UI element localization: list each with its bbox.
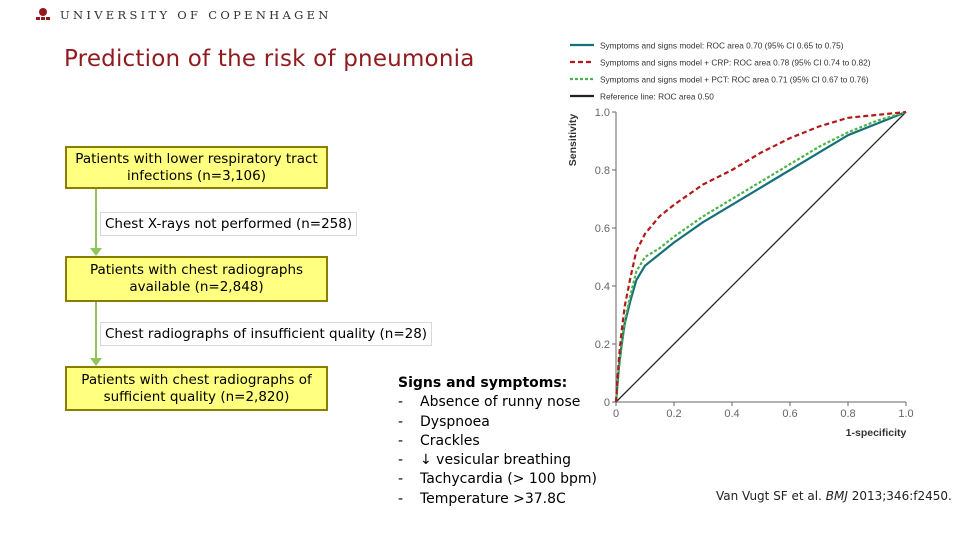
y-tick-label: 1.0 xyxy=(594,107,610,119)
flow-box-text: Patients with chest radiographs of sufficient quality (n=2,820) xyxy=(81,371,312,405)
list-item-text: Temperature >37.8C xyxy=(420,490,566,507)
x-tick-label: 0.4 xyxy=(724,408,740,420)
flow-arrow-icon xyxy=(92,189,100,256)
university-header xyxy=(36,6,332,24)
y-tick-label: 0.6 xyxy=(594,223,610,235)
x-tick-label: 0.6 xyxy=(782,408,798,420)
y-tick-label: 0.2 xyxy=(594,339,610,351)
exclusion-text: Chest radiographs of insufficient quality (n=28) xyxy=(105,326,428,342)
flow-box-sufficient-quality xyxy=(65,366,328,411)
exclusion-text: Chest X-rays not performed (n=258) xyxy=(105,216,353,232)
signs-symptoms-list xyxy=(398,374,597,509)
y-tick-label: 0 xyxy=(603,397,610,409)
roc-chart xyxy=(560,32,920,452)
list-item: - ↓ vesicular breathing xyxy=(398,451,597,470)
flow-arrow-icon xyxy=(92,302,100,366)
list-item-text: Tachycardia (> 100 bpm) xyxy=(420,471,597,488)
x-tick-label: 0 xyxy=(612,408,620,420)
x-tick-label: 0.2 xyxy=(666,408,682,420)
y-tick-label: 0.4 xyxy=(594,281,610,293)
list-item: - Temperature >37.8C xyxy=(398,490,597,509)
y-tick-label: 0.8 xyxy=(594,165,610,177)
citation-journal: BMJ xyxy=(825,489,848,503)
list-item: - Crackles xyxy=(398,432,597,451)
series-line-4 xyxy=(616,112,906,402)
signs-heading: Signs and symptoms: xyxy=(398,375,568,391)
list-item: - Tachycardia (> 100 bpm) xyxy=(398,470,597,489)
list-item: - Dyspnoea xyxy=(398,413,597,432)
exclusion-box-no-xray xyxy=(100,212,357,236)
list-item-text: ↓ vesicular breathing xyxy=(420,452,572,469)
x-axis-label: 1-specificity xyxy=(845,427,907,439)
legend-label: Reference line: ROC area 0.50 xyxy=(600,91,714,102)
list-item-text: Crackles xyxy=(420,432,480,449)
exclusion-box-insufficient-quality xyxy=(100,322,432,346)
citation-details: 2013;346:f2450. xyxy=(851,489,952,503)
legend-label: Symptoms and signs model + PCT: ROC area 0.71 (95% CI 0.67 to 0.76) xyxy=(600,74,869,85)
flow-box-lrti xyxy=(65,146,328,189)
flow-box-radiographs xyxy=(65,256,328,302)
flow-box-text: Patients with lower respiratory tract infections (n=3,106) xyxy=(75,150,318,184)
slide-title: Prediction of the risk of pneumonia xyxy=(64,46,475,72)
y-axis-label: Sensitivity xyxy=(567,113,579,167)
university-name: UNIVERSITY OF COPENHAGEN xyxy=(60,8,332,22)
legend-label: Symptoms and signs model + CRP: ROC area 0.78 (95% CI 0.74 to 0.82) xyxy=(600,57,871,68)
list-item-text: Absence of runny nose xyxy=(420,394,581,411)
flow-box-text: Patients with chest radiographs available (n=2,848) xyxy=(89,262,304,295)
citation-authors: Van Vugt SF et al. xyxy=(716,489,822,503)
x-tick-label: 1.0 xyxy=(898,408,914,420)
legend-label: Symptoms and signs model: ROC area 0.70 (95% CI 0.65 to 0.75) xyxy=(600,40,844,51)
university-crest-icon xyxy=(36,8,50,22)
list-item-text: Dyspnoea xyxy=(420,413,490,430)
x-tick-label: 0.8 xyxy=(840,408,856,420)
list-item: - Absence of runny nose xyxy=(398,393,597,412)
citation xyxy=(716,489,952,503)
